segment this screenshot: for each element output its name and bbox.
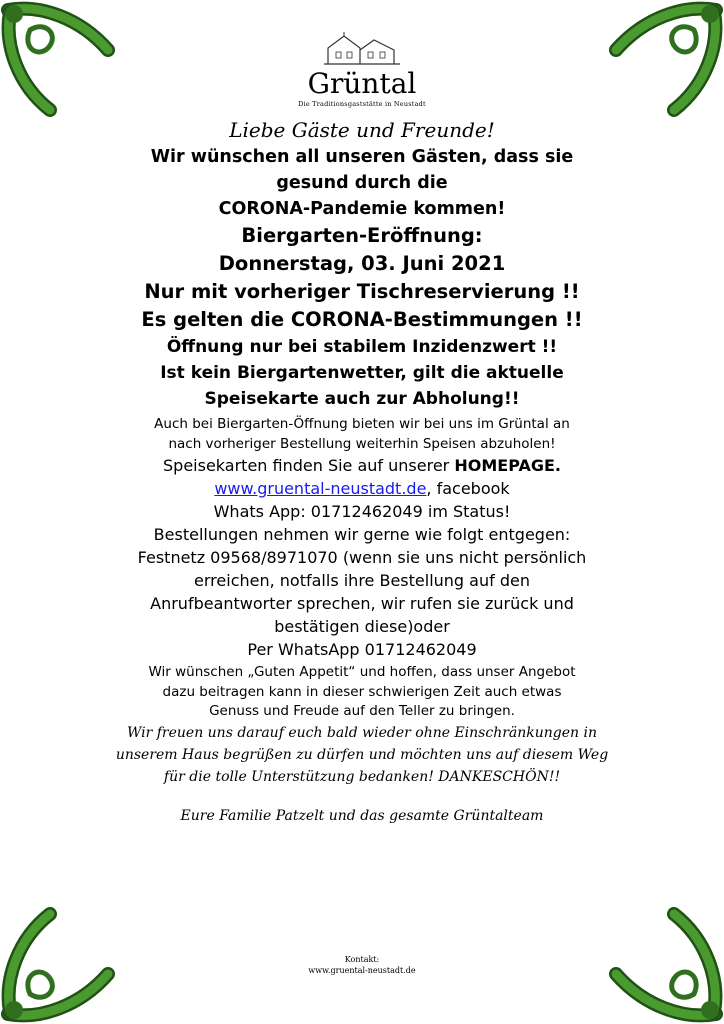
- order-line: erreichen, notfalls ihre Bestellung auf den: [194, 571, 530, 590]
- signature: Eure Familie Patzelt und das gesamte Grüntalteam: [180, 807, 544, 824]
- pickup-line: Auch bei Biergarten-Öffnung bieten wir bei uns im Grüntal an: [154, 416, 570, 432]
- logo: [0, 30, 724, 108]
- pickup-line: nach vorheriger Bestellung weiterhin Speisen abzuholen!: [168, 436, 556, 452]
- order-line: Anrufbeantworter sprechen, wir rufen sie zurück und: [150, 594, 574, 613]
- opening-date: Donnerstag, 03. Juni 2021: [218, 252, 506, 275]
- order-line: Festnetz 09568/8971070 (wenn sie uns nicht persönlich: [137, 548, 587, 567]
- order-line: Per WhatsApp 01712462049: [247, 640, 477, 659]
- note-line: Öffnung nur bei stabilem Inzidenzwert !!: [166, 337, 558, 357]
- greeting: Liebe Gäste und Freunde!: [229, 118, 495, 142]
- logo-tagline: Die Traditionsgaststätte in Neustadt: [298, 100, 426, 108]
- thanks-line: Wir freuen uns darauf euch bald wieder ohne Einschränkungen in: [126, 724, 598, 741]
- footer-label: Kontakt:: [344, 955, 380, 964]
- website-link[interactable]: www.gruental-neustadt.de: [214, 479, 427, 498]
- order-line: Bestellungen nehmen wir gerne wie folgt entgegen:: [153, 525, 571, 544]
- wish-line: CORONA-Pandemie kommen!: [218, 199, 506, 219]
- rule-line: Nur mit vorheriger Tischreservierung !!: [144, 280, 580, 303]
- website-line: [70, 477, 654, 500]
- thanks-line: für die tolle Unterstützung bedanken! DANKESCHÖN!!: [163, 768, 561, 785]
- appetite-line: Wir wünschen „Guten Appetit“ und hoffen, dass unser Angebot: [148, 664, 576, 680]
- note-line: Ist kein Biergartenwetter, gilt die aktuelle: [160, 363, 564, 383]
- flyer-body: [70, 116, 654, 826]
- footer-url: www.gruental-neustadt.de: [308, 966, 416, 975]
- menu-prefix: Speisekarten finden Sie auf unserer: [163, 456, 455, 475]
- wish-line: Wir wünschen all unseren Gästen, dass sie: [150, 147, 574, 167]
- menu-line: [70, 454, 654, 477]
- menu-homepage: HOMEPAGE.: [454, 456, 561, 475]
- rule-line: Es gelten die CORONA-Bestimmungen !!: [141, 308, 583, 331]
- wish-line: gesund durch die: [276, 173, 448, 193]
- footer-contact: [0, 954, 724, 976]
- logo-name: Grüntal: [307, 67, 417, 100]
- appetite-line: Genuss und Freude auf den Teller zu bringen.: [209, 703, 515, 719]
- house-icon: [322, 30, 402, 66]
- note-line: Speisekarte auch zur Abholung!!: [204, 389, 520, 409]
- website-suffix: , facebook: [426, 479, 510, 498]
- opening-label: Biergarten-Eröffnung:: [241, 224, 483, 247]
- whatsapp-status: Whats App: 01712462049 im Status!: [213, 502, 511, 521]
- appetite-line: dazu beitragen kann in dieser schwierigen Zeit auch etwas: [162, 683, 562, 700]
- order-line: bestätigen diese)oder: [274, 617, 450, 636]
- thanks-line: unserem Haus begrüßen zu dürfen und möchten uns auf diesem Weg: [115, 746, 609, 763]
